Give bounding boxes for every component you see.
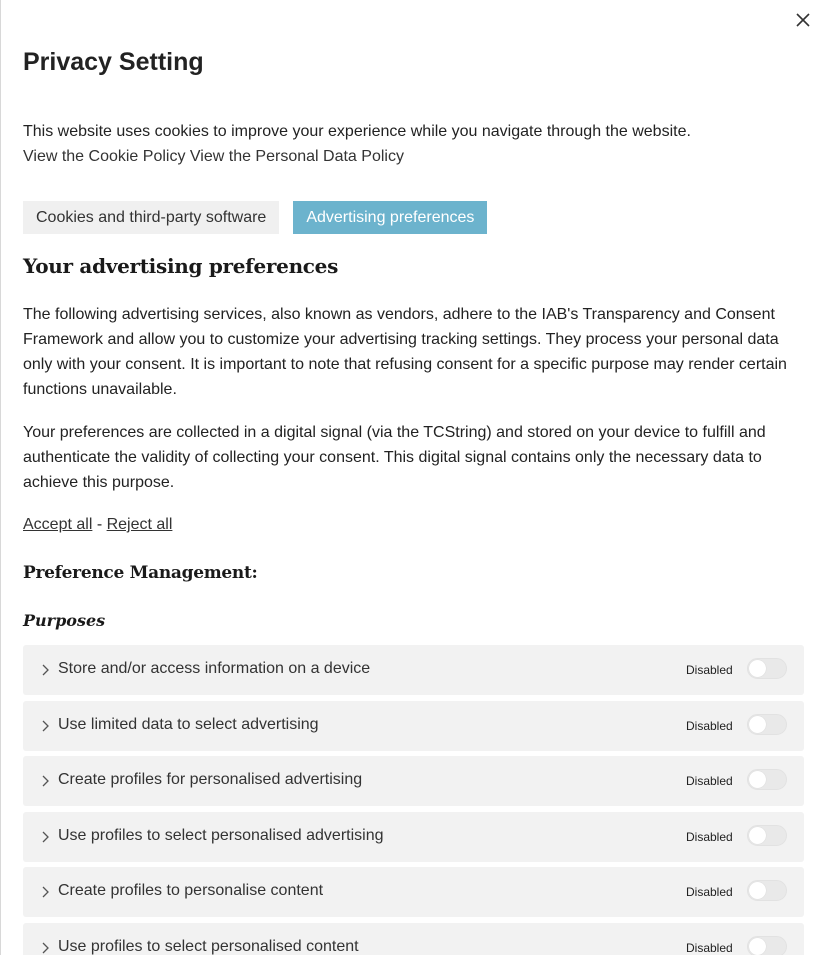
- purpose-item-use-ad-profiles[interactable]: [23, 812, 804, 862]
- purpose-list: [23, 645, 804, 955]
- tab-advertising[interactable]: Advertising preferences: [293, 201, 487, 234]
- accept-all-link[interactable]: Accept all: [23, 516, 93, 533]
- purpose-label: Create profiles for personalised advertising: [58, 771, 363, 788]
- purpose-toggle[interactable]: [747, 714, 787, 735]
- settings-tabs: [23, 201, 487, 234]
- reject-all-link[interactable]: Reject all: [106, 516, 173, 533]
- tcstring-description: Your preferences are collected in a digital signal (via the TCString) and stored on your device to fulfill and authenticate the validity of collecting your consent. This digital signal contains only the necessary data to achieve this purpose.: [23, 424, 766, 491]
- toggle-knob: [749, 716, 766, 733]
- purpose-toggle[interactable]: [747, 658, 787, 679]
- purpose-status: Disabled: [686, 885, 733, 899]
- intro-description: This website uses cookies to improve your experience while you navigate through the website.: [23, 123, 691, 140]
- chevron-right-icon: [40, 885, 50, 899]
- advertising-heading: Your advertising preferences: [23, 254, 339, 278]
- purpose-toggle[interactable]: [747, 936, 787, 955]
- purpose-status: Disabled: [686, 940, 733, 955]
- chevron-right-icon: [40, 663, 50, 677]
- purpose-item-create-content-profiles[interactable]: [23, 867, 804, 917]
- chevron-right-icon: [40, 941, 50, 955]
- purpose-item-create-ad-profiles[interactable]: [23, 756, 804, 806]
- preference-management-heading: Preference Management:: [23, 563, 258, 583]
- chevron-right-icon: [40, 774, 50, 788]
- advertising-description: The following advertising services, also known as vendors, adhere to the IAB's Transparency and Consent Framework and allow you to customize your advertising tracking settings. They process your personal data only with your consent. It is important to note that refusing consent for a specific purpose may render certain functions unavailable.: [23, 306, 787, 398]
- purpose-status: Disabled: [686, 718, 733, 733]
- dialog-title: Privacy Setting: [23, 48, 204, 76]
- cookie-policy-link[interactable]: View the Cookie Policy: [23, 148, 186, 165]
- purpose-label: Use profiles to select personalised content: [58, 937, 359, 955]
- purpose-status: Disabled: [686, 774, 733, 788]
- purpose-status: Disabled: [686, 663, 733, 677]
- tab-cookies[interactable]: Cookies and third-party software: [23, 201, 279, 234]
- close-icon: [793, 10, 813, 30]
- purpose-status: Disabled: [686, 829, 733, 844]
- purpose-toggle[interactable]: [747, 880, 787, 901]
- purpose-label: Store and/or access information on a device: [58, 660, 371, 677]
- purpose-item-store-access[interactable]: [23, 645, 804, 695]
- purposes-heading: Purposes: [23, 611, 106, 630]
- purpose-item-use-content-profiles[interactable]: [23, 923, 804, 955]
- purpose-item-limited-data[interactable]: [23, 701, 804, 751]
- purpose-toggle[interactable]: [747, 769, 787, 790]
- chevron-right-icon: [40, 830, 50, 844]
- personal-data-policy-link[interactable]: View the Personal Data Policy: [189, 148, 404, 165]
- toggle-knob: [749, 771, 766, 788]
- accept-reject-links: [23, 512, 172, 537]
- toggle-knob: [749, 660, 766, 677]
- purpose-label: Create profiles to personalise content: [58, 882, 324, 899]
- link-separator: -: [92, 516, 107, 533]
- toggle-knob: [749, 827, 766, 844]
- purpose-label: Use profiles to select personalised advertising: [58, 826, 384, 844]
- toggle-knob: [749, 882, 766, 899]
- close-button[interactable]: [793, 10, 813, 30]
- intro-text: [23, 119, 803, 169]
- purpose-label: Use limited data to select advertising: [58, 715, 319, 733]
- toggle-knob: [749, 938, 766, 955]
- chevron-right-icon: [40, 719, 50, 733]
- purpose-toggle[interactable]: [747, 825, 787, 846]
